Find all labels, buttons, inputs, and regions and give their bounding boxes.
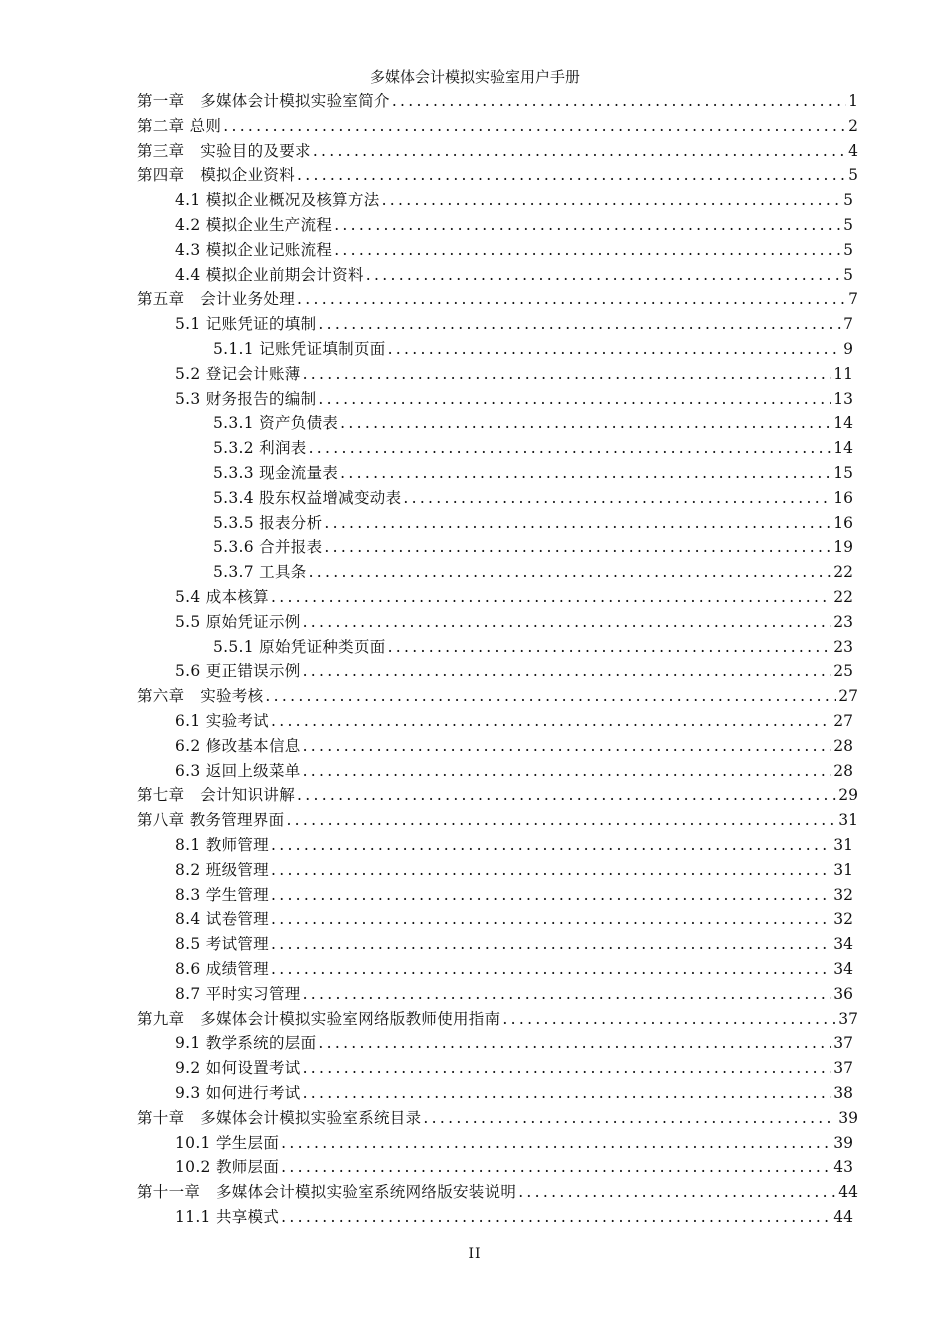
toc-leader-dots bbox=[303, 1081, 832, 1106]
toc-leader-dots bbox=[340, 461, 831, 486]
toc-entry-label: 9.3 如何进行考试 bbox=[175, 1084, 301, 1102]
toc-entry[interactable] bbox=[175, 213, 853, 238]
toc-leader-dots bbox=[324, 535, 831, 560]
toc-entry-label: 5.6 更正错误示例 bbox=[175, 662, 301, 681]
toc-entry[interactable] bbox=[213, 411, 853, 436]
toc-entry-page: 25 bbox=[833, 662, 853, 681]
toc-entry[interactable] bbox=[137, 287, 858, 312]
toc-leader-dots bbox=[303, 659, 832, 684]
toc-entry[interactable] bbox=[213, 436, 853, 461]
toc-entry[interactable] bbox=[137, 1007, 858, 1032]
toc-entry-label: 5.3.7 工具条 bbox=[213, 563, 307, 582]
toc-leader-dots bbox=[334, 213, 841, 238]
toc-entry[interactable] bbox=[137, 114, 858, 139]
toc-entry[interactable] bbox=[175, 238, 853, 263]
toc-leader-dots bbox=[388, 337, 842, 362]
toc-entry[interactable] bbox=[175, 263, 853, 288]
toc-leader-dots bbox=[303, 1056, 832, 1081]
toc-entry-page: 28 bbox=[833, 736, 853, 755]
toc-entry-page: 43 bbox=[833, 1158, 853, 1177]
toc-leader-dots bbox=[423, 1106, 836, 1131]
toc-entry-label: 5.5.1 原始凭证种类页面 bbox=[213, 637, 386, 656]
toc-entry-page: 29 bbox=[838, 786, 858, 805]
toc-entry-label: 8.7 平时实习管理 bbox=[175, 984, 301, 1003]
toc-leader-dots bbox=[271, 858, 831, 883]
toc-entry-page: 37 bbox=[833, 1059, 853, 1078]
toc-entry[interactable] bbox=[175, 659, 853, 684]
toc-entry-label: 6.2 修改基本信息 bbox=[175, 736, 301, 755]
toc-leader-dots bbox=[271, 585, 831, 610]
toc-entry-page: 37 bbox=[833, 1034, 853, 1053]
toc-entry[interactable] bbox=[137, 783, 858, 808]
toc-entry-page: 31 bbox=[833, 860, 853, 879]
toc-entry-page: 32 bbox=[833, 910, 853, 929]
toc-leader-dots bbox=[303, 362, 832, 387]
toc-leader-dots bbox=[318, 312, 841, 337]
toc-entry-label: 10.2 教师层面 bbox=[175, 1158, 280, 1177]
toc-entry[interactable] bbox=[137, 89, 858, 114]
toc-entry[interactable] bbox=[175, 833, 853, 858]
toc-leader-dots bbox=[271, 957, 831, 982]
toc-leader-dots bbox=[318, 1031, 831, 1056]
toc-entry-label: 4.2 模拟企业生产流程 bbox=[175, 216, 333, 234]
toc-entry[interactable] bbox=[175, 907, 853, 932]
toc-entry-label: 第四章 模拟企业资料 bbox=[137, 166, 296, 185]
toc-entry-label: 第九章 多媒体会计模拟实验室网络版教师使用指南 bbox=[137, 1009, 501, 1028]
toc-entry[interactable] bbox=[213, 635, 853, 660]
toc-entry[interactable] bbox=[175, 1031, 853, 1056]
toc-entry[interactable] bbox=[175, 1205, 853, 1230]
toc-entry-page: 5 bbox=[843, 216, 853, 234]
toc-entry-page: 16 bbox=[833, 513, 853, 532]
toc-entry[interactable] bbox=[175, 362, 853, 387]
toc-leader-dots bbox=[281, 1205, 831, 1230]
toc-entry[interactable] bbox=[175, 1131, 853, 1156]
toc-entry-label: 8.4 试卷管理 bbox=[175, 910, 269, 929]
toc-entry-page: 28 bbox=[833, 761, 853, 780]
toc-entry-page: 34 bbox=[833, 935, 853, 954]
toc-entry[interactable] bbox=[175, 312, 853, 337]
toc-entry-label: 5.1.1 记账凭证填制页面 bbox=[213, 340, 386, 358]
toc-leader-dots bbox=[281, 1131, 831, 1156]
toc-leader-dots bbox=[518, 1180, 836, 1205]
toc-entry-page: 27 bbox=[833, 712, 853, 730]
toc-leader-dots bbox=[297, 287, 846, 312]
toc-entry[interactable] bbox=[213, 337, 853, 362]
toc-leader-dots bbox=[297, 783, 836, 808]
toc-leader-dots bbox=[392, 89, 846, 114]
toc-entry-page: 5 bbox=[843, 265, 853, 284]
toc-entry-label: 第一章 多媒体会计模拟实验室简介 bbox=[137, 92, 390, 110]
toc-entry-label: 9.1 教学系统的层面 bbox=[175, 1034, 317, 1053]
toc-entry-page: 23 bbox=[833, 612, 853, 631]
toc-leader-dots bbox=[286, 808, 836, 833]
toc-leader-dots bbox=[265, 684, 836, 709]
toc-entry-page: 5 bbox=[848, 166, 858, 185]
toc-entry-page: 31 bbox=[833, 836, 853, 854]
toc-entry-label: 第七章 会计知识讲解 bbox=[137, 786, 296, 805]
toc-entry-label: 5.1 记账凭证的填制 bbox=[175, 315, 317, 334]
toc-leader-dots bbox=[324, 511, 831, 536]
page-number-footer: II bbox=[468, 1246, 482, 1262]
running-header: 多媒体会计模拟实验室用户手册 bbox=[369, 68, 580, 86]
toc-entry-label: 第十章 多媒体会计模拟实验室系统目录 bbox=[137, 1108, 422, 1127]
toc-entry-page: 13 bbox=[833, 389, 853, 408]
toc-entry-label: 6.1 实验考试 bbox=[175, 712, 269, 730]
toc-entry-page: 19 bbox=[833, 538, 853, 557]
toc-entry-label: 第六章 实验考核 bbox=[137, 687, 264, 706]
toc-entry-label: 5.3.3 现金流量表 bbox=[213, 464, 339, 482]
toc-entry[interactable] bbox=[137, 139, 858, 164]
toc-entry-label: 5.3.2 利润表 bbox=[213, 439, 307, 458]
toc-entry-page: 37 bbox=[838, 1009, 858, 1028]
toc-entry-label: 8.5 考试管理 bbox=[175, 935, 269, 954]
toc-entry-label: 5.3.5 报表分析 bbox=[213, 513, 323, 532]
toc-entry[interactable] bbox=[175, 387, 853, 412]
toc-leader-dots bbox=[303, 610, 832, 635]
toc-entry-label: 4.4 模拟企业前期会计资料 bbox=[175, 265, 364, 284]
toc-entry-label: 5.3.1 资产负债表 bbox=[213, 414, 339, 433]
toc-leader-dots bbox=[388, 635, 832, 660]
toc-entry-label: 8.3 学生管理 bbox=[175, 885, 269, 904]
toc-entry[interactable] bbox=[175, 610, 853, 635]
toc-entry-page: 23 bbox=[833, 637, 853, 656]
toc-entry-label: 4.1 模拟企业概况及核算方法 bbox=[175, 191, 380, 210]
toc-entry[interactable] bbox=[137, 808, 858, 833]
toc-leader-dots bbox=[271, 932, 831, 957]
toc-entry-page: 14 bbox=[833, 439, 853, 458]
toc-entry-label: 8.2 班级管理 bbox=[175, 860, 269, 879]
toc-entry-label: 5.4 成本核算 bbox=[175, 588, 269, 606]
toc-entry[interactable] bbox=[175, 858, 853, 883]
toc-entry-page: 7 bbox=[848, 290, 858, 309]
toc-entry-page: 44 bbox=[833, 1208, 853, 1226]
toc-entry[interactable] bbox=[175, 709, 853, 734]
toc-entry-label: 第五章 会计业务处理 bbox=[137, 290, 296, 309]
toc-leader-dots bbox=[223, 114, 846, 139]
toc-entry-label: 6.3 返回上级菜单 bbox=[175, 761, 301, 780]
toc-entry-page: 36 bbox=[833, 984, 853, 1003]
toc-entry-page: 1 bbox=[848, 92, 858, 110]
toc-entry[interactable] bbox=[137, 1180, 858, 1205]
toc-entry[interactable] bbox=[175, 982, 853, 1007]
toc-entry[interactable] bbox=[213, 486, 853, 511]
toc-entry-label: 8.6 成绩管理 bbox=[175, 960, 269, 978]
toc-leader-dots bbox=[313, 139, 846, 164]
toc-entry-label: 5.3.4 股东权益增减变动表 bbox=[213, 488, 402, 507]
toc-entry-page: 5 bbox=[843, 240, 853, 259]
toc-entry-page: 39 bbox=[838, 1108, 858, 1127]
toc-entry-label: 第二章 总则 bbox=[137, 116, 222, 135]
toc-entry[interactable] bbox=[175, 883, 853, 908]
toc-entry-label: 11.1 共享模式 bbox=[175, 1208, 280, 1226]
toc-entry-page: 4 bbox=[848, 141, 858, 160]
toc-leader-dots bbox=[318, 387, 831, 412]
toc-leader-dots bbox=[303, 734, 832, 759]
toc-leader-dots bbox=[281, 1155, 831, 1180]
toc-entry-page: 22 bbox=[833, 563, 853, 582]
toc-entry[interactable] bbox=[175, 932, 853, 957]
toc-entry[interactable] bbox=[175, 1155, 853, 1180]
toc-entry[interactable] bbox=[175, 759, 853, 784]
toc-entry[interactable] bbox=[175, 1056, 853, 1081]
toc-entry-page: 44 bbox=[838, 1183, 858, 1202]
toc-entry-page: 32 bbox=[833, 885, 853, 904]
toc-leader-dots bbox=[340, 411, 831, 436]
toc-entry-page: 31 bbox=[838, 811, 858, 830]
toc-leader-dots bbox=[502, 1007, 836, 1032]
toc-leader-dots bbox=[303, 759, 832, 784]
toc-entry-label: 8.1 教师管理 bbox=[175, 836, 269, 854]
toc-entry[interactable] bbox=[175, 957, 853, 982]
toc-leader-dots bbox=[271, 709, 831, 734]
toc-entry-label: 第十一章 多媒体会计模拟实验室系统网络版安装说明 bbox=[137, 1183, 517, 1202]
toc-entry-label: 5.2 登记会计账薄 bbox=[175, 364, 301, 383]
toc-entry[interactable] bbox=[137, 684, 858, 709]
toc-entry-label: 第三章 实验目的及要求 bbox=[137, 141, 311, 160]
toc-entry-page: 11 bbox=[833, 364, 853, 383]
toc-entry-label: 9.2 如何设置考试 bbox=[175, 1059, 301, 1078]
toc-entry[interactable] bbox=[175, 1081, 853, 1106]
toc-entry-label: 5.3 财务报告的编制 bbox=[175, 389, 317, 408]
toc-leader-dots bbox=[366, 263, 841, 288]
toc-entry-page: 39 bbox=[833, 1133, 853, 1152]
toc-leader-dots bbox=[334, 238, 841, 263]
toc-entry-page: 7 bbox=[843, 315, 853, 334]
toc-entry[interactable] bbox=[175, 188, 853, 213]
toc-leader-dots bbox=[403, 486, 831, 511]
toc-entry-label: 4.3 模拟企业记账流程 bbox=[175, 240, 333, 259]
toc-entry[interactable] bbox=[213, 461, 853, 486]
toc-leader-dots bbox=[309, 436, 832, 461]
toc-entry[interactable] bbox=[137, 1106, 858, 1131]
toc-entry[interactable] bbox=[213, 535, 853, 560]
toc-entry[interactable] bbox=[175, 734, 853, 759]
toc-entry-page: 38 bbox=[833, 1084, 853, 1102]
toc-entry-page: 14 bbox=[833, 414, 853, 433]
toc-entry-page: 16 bbox=[833, 488, 853, 507]
toc-entry-page: 34 bbox=[833, 960, 853, 978]
toc-entry[interactable] bbox=[137, 163, 858, 188]
toc-leader-dots bbox=[271, 907, 831, 932]
toc-entry[interactable] bbox=[175, 585, 853, 610]
toc-leader-dots bbox=[309, 560, 832, 585]
toc-leader-dots bbox=[382, 188, 842, 213]
toc-entry-page: 9 bbox=[843, 340, 853, 358]
toc-entry-label: 第八章 教务管理界面 bbox=[137, 811, 285, 830]
toc-leader-dots bbox=[271, 833, 831, 858]
toc-entry-page: 15 bbox=[833, 464, 853, 482]
toc-entry-page: 5 bbox=[843, 191, 853, 210]
toc-entry-label: 10.1 学生层面 bbox=[175, 1133, 280, 1152]
toc-entry-page: 27 bbox=[838, 687, 858, 706]
toc-leader-dots bbox=[297, 163, 846, 188]
toc-entry-label: 5.3.6 合并报表 bbox=[213, 538, 323, 557]
toc-entry[interactable] bbox=[213, 511, 853, 536]
toc-entry[interactable] bbox=[213, 560, 853, 585]
toc-entry-page: 22 bbox=[833, 588, 853, 606]
toc-entry-page: 2 bbox=[848, 116, 858, 135]
toc-entry-label: 5.5 原始凭证示例 bbox=[175, 612, 301, 631]
toc-leader-dots bbox=[303, 982, 832, 1007]
toc-leader-dots bbox=[271, 883, 831, 908]
